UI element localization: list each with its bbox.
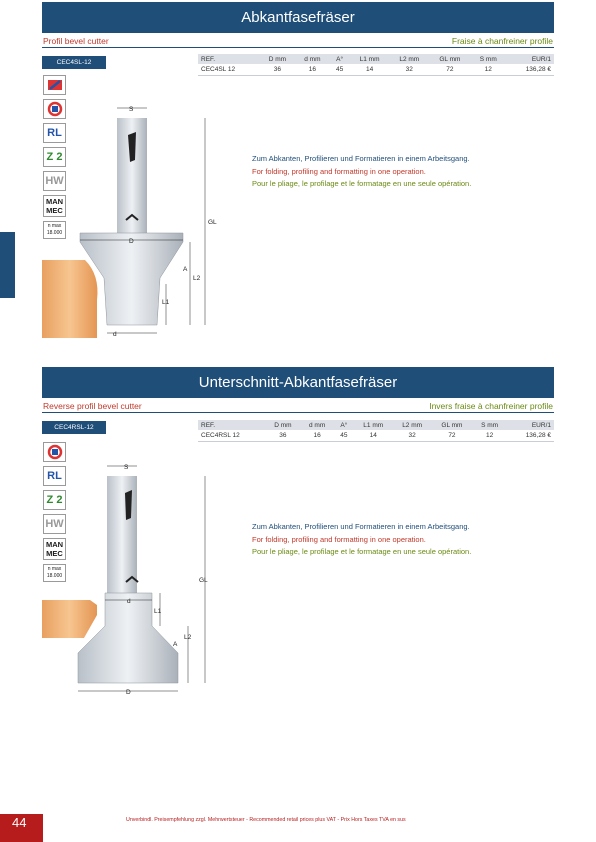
dim-d-small-label: d bbox=[127, 598, 131, 605]
hw-icon: HW bbox=[43, 171, 66, 191]
mec-label: MEC bbox=[46, 206, 63, 215]
dim-l2-label: L2 bbox=[193, 275, 201, 282]
rpm-label: n max bbox=[47, 223, 62, 229]
col-l1: L1 mm bbox=[350, 54, 390, 64]
col-l1: L1 mm bbox=[354, 420, 393, 430]
col-ref: REF. bbox=[198, 54, 260, 64]
col-d-small: d mm bbox=[300, 420, 333, 430]
cell-d-large: 36 bbox=[265, 430, 300, 441]
desc-de: Zum Abkanten, Profilieren und Formatieren in einem Arbeitsgang. bbox=[252, 154, 470, 163]
desc-en: For folding, profiling and formatting in one operation. bbox=[252, 166, 426, 176]
col-ref: REF. bbox=[198, 420, 265, 430]
col-angle: A° bbox=[329, 54, 349, 64]
desc-de: Zum Abkanten, Profilieren und Formatieren in einem Arbeitsgang. bbox=[252, 522, 470, 531]
mec-label: MEC bbox=[46, 549, 63, 558]
cutter-logo-mark bbox=[125, 490, 132, 520]
cell-s: 12 bbox=[471, 64, 506, 75]
col-d-large: D mm bbox=[265, 420, 300, 430]
cell-price: 136,28 € bbox=[506, 64, 554, 75]
section-1-subtitle-en: Profil bevel cutter bbox=[43, 36, 109, 46]
section-2-title: Unterschnitt-Abkantfasefräser bbox=[42, 367, 554, 398]
page-number: 44 bbox=[0, 814, 43, 842]
desc-en: For folding, profiling and formatting in one operation. bbox=[252, 534, 426, 544]
man-label: MAN bbox=[45, 197, 64, 206]
desc-fr: Pour le pliage, le profilage et le formatage en une seule opération. bbox=[252, 547, 472, 556]
section-1-subtitle-fr: Fraise à chanfreiner profile bbox=[451, 36, 553, 46]
col-gl: GL mm bbox=[432, 420, 473, 430]
dim-d-small-label: d bbox=[113, 331, 117, 338]
rl-icon: RL bbox=[43, 466, 66, 486]
dim-l1-label: L1 bbox=[154, 608, 162, 615]
col-price: EUR/1 bbox=[506, 54, 554, 64]
col-price: EUR/1 bbox=[507, 420, 554, 430]
table-row bbox=[198, 64, 554, 75]
cell-d-small: 16 bbox=[300, 430, 333, 441]
section-2-subtitle-fr: Invers fraise à chanfreiner profile bbox=[429, 401, 553, 411]
section-2-code-badge: CEC4RSL-12 bbox=[42, 421, 106, 434]
section-2-subtitle-row bbox=[42, 399, 554, 413]
dim-gl-label: GL bbox=[208, 219, 217, 226]
dim-angle-label: A bbox=[183, 266, 188, 273]
cell-d-small: 16 bbox=[295, 64, 329, 75]
rpm-value: 18.000 bbox=[46, 573, 63, 579]
cell-s: 12 bbox=[472, 430, 507, 441]
side-tab-marker bbox=[0, 232, 15, 298]
col-l2: L2 mm bbox=[393, 420, 432, 430]
col-gl: GL mm bbox=[429, 54, 471, 64]
col-s: S mm bbox=[472, 420, 507, 430]
table-header-row bbox=[198, 420, 554, 430]
col-d-small: d mm bbox=[295, 54, 329, 64]
section-2-technical-drawing bbox=[40, 458, 240, 703]
col-d-large: D mm bbox=[260, 54, 296, 64]
cell-gl: 72 bbox=[432, 430, 473, 441]
dim-s-label: S bbox=[129, 106, 134, 113]
dim-s-label: S bbox=[124, 464, 129, 471]
cell-l2: 32 bbox=[393, 430, 432, 441]
dim-gl-label: GL bbox=[199, 577, 208, 584]
cell-angle: 45 bbox=[334, 430, 354, 441]
col-s: S mm bbox=[471, 54, 506, 64]
cell-angle: 45 bbox=[329, 64, 349, 75]
z2-icon: Z 2 bbox=[43, 490, 66, 510]
z2-icon: Z 2 bbox=[43, 147, 66, 167]
cell-ref: CEC4RSL 12 bbox=[198, 430, 265, 441]
dim-angle-label: A bbox=[173, 641, 178, 648]
col-l2: L2 mm bbox=[389, 54, 429, 64]
rpm-value: 18.000 bbox=[46, 230, 63, 236]
section-1-subtitle-row bbox=[42, 34, 554, 48]
dim-d-large-label: D bbox=[126, 689, 131, 696]
man-label: MAN bbox=[45, 540, 64, 549]
direction-icon bbox=[43, 75, 66, 95]
section-2-subtitle-en: Reverse profil bevel cutter bbox=[43, 401, 142, 411]
hw-icon: HW bbox=[43, 514, 66, 534]
cell-l1: 14 bbox=[354, 430, 393, 441]
workpiece-profile bbox=[42, 600, 97, 638]
section-1-technical-drawing bbox=[40, 100, 240, 345]
table-row bbox=[198, 430, 554, 441]
cell-gl: 72 bbox=[429, 64, 471, 75]
col-angle: A° bbox=[334, 420, 354, 430]
section-1-description bbox=[252, 153, 471, 191]
cell-ref: CEC4SL 12 bbox=[198, 64, 260, 75]
rl-icon: RL bbox=[43, 123, 66, 143]
section-1-title: Abkantfasefräser bbox=[42, 2, 554, 33]
section-1-code-badge: CEC4SL-12 bbox=[42, 56, 106, 69]
cell-l1: 14 bbox=[350, 64, 390, 75]
dim-l2-label: L2 bbox=[184, 634, 192, 641]
desc-fr: Pour le pliage, le profilage et le formatage en une seule opération. bbox=[252, 179, 472, 188]
cell-price: 136,28 € bbox=[507, 430, 554, 441]
footer-price-note: Unverbindl. Preisempfehlung zzgl. Mehrwertsteuer - Recommended retail prices plus VAT - Prix Hors Taxes TVA en sus bbox=[126, 817, 406, 823]
dim-d-large-label: D bbox=[129, 238, 134, 245]
cell-d-large: 36 bbox=[260, 64, 296, 75]
cell-l2: 32 bbox=[389, 64, 429, 75]
section-2-spec-table bbox=[198, 420, 554, 442]
table-header-row bbox=[198, 54, 554, 64]
rpm-label: n max bbox=[47, 566, 62, 572]
dim-l1-label: L1 bbox=[162, 299, 170, 306]
shank bbox=[107, 476, 137, 593]
section-2-description bbox=[252, 521, 471, 559]
section-1-spec-table bbox=[198, 54, 554, 76]
workpiece-profile bbox=[42, 260, 98, 338]
